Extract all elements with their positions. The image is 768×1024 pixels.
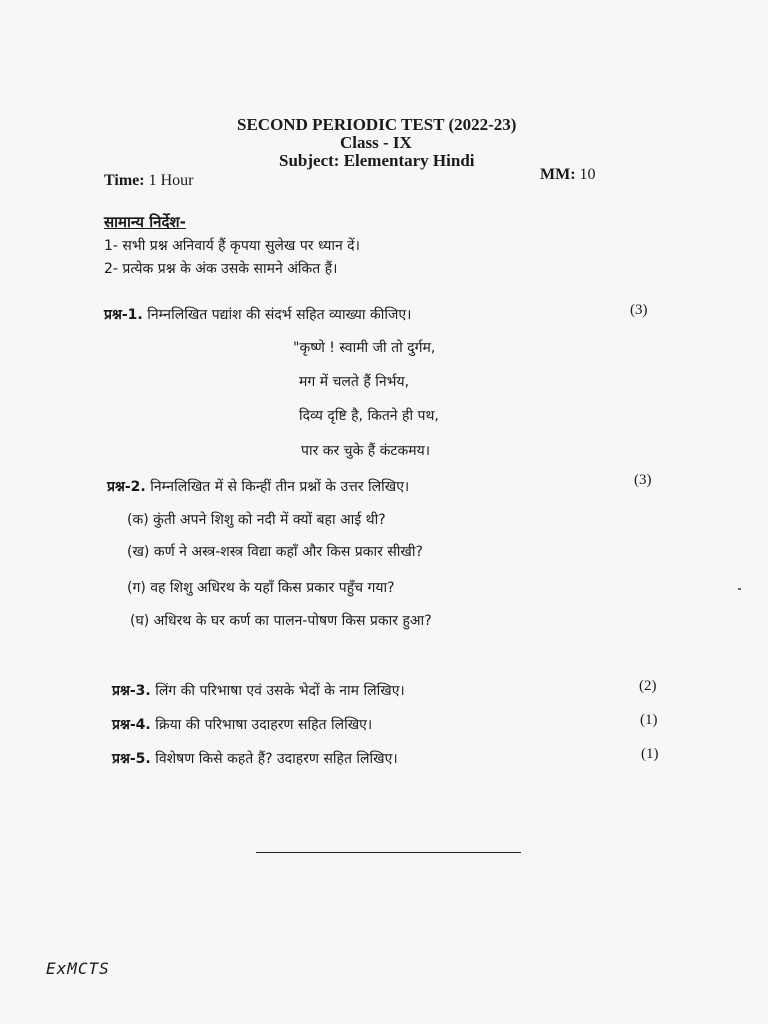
max-marks-row (540, 166, 596, 184)
question-3-marks: (2) (639, 678, 657, 694)
question-5-marks: (1) (641, 746, 659, 762)
question-4 (112, 715, 372, 734)
question-3-text: लिंग की परिभाषा एवं उसके भेदों के नाम लिखिए। (155, 683, 405, 699)
question-5-text: विशेषण किसे कहते हैं? उदाहरण सहित लिखिए। (155, 751, 398, 767)
question-3-label: प्रश्न-3. (112, 683, 151, 699)
question-2-item: (क) कुंती अपने शिशु को नदी में क्यों बहा आई थी? (127, 512, 386, 528)
question-4-text: क्रिया की परिभाषा उदाहरण सहित लिखिए। (155, 717, 373, 733)
poem-line: मग में चलते हैं निर्भय, (299, 374, 410, 390)
question-4-label: प्रश्न-4. (112, 717, 151, 733)
end-divider (256, 852, 521, 853)
time-value: 1 Hour (148, 172, 194, 189)
poem-line: दिव्य दृष्टि है, कितने ही पथ, (299, 408, 439, 424)
question-2-marks: (3) (634, 472, 652, 488)
question-5-label: प्रश्न-5. (112, 751, 151, 767)
question-2-item: (ख) कर्ण ने अस्त्र-शस्त्र विद्या कहाँ और किस प्रकार सीखी? (127, 544, 423, 560)
exam-title: SECOND PERIODIC TEST (2022-23) (237, 115, 517, 134)
question-2-item: (घ) अधिरथ के घर कर्ण का पालन-पोषण किस प्रकार हुआ? (130, 613, 432, 629)
question-5 (112, 749, 398, 768)
question-1 (104, 305, 411, 324)
question-1-text: निम्नलिखित पद्यांश की संदर्भ सहित व्याख्या कीजिए। (147, 307, 412, 323)
question-3 (112, 681, 405, 700)
instruction-line-1: 1- सभी प्रश्न अनिवार्य हैं कृपया सुलेख पर ध्यान दें। (104, 238, 360, 254)
question-4-marks: (1) (640, 712, 658, 728)
subject-label: Subject: Elementary Hindi (279, 151, 475, 170)
instruction-line-2: 2- प्रत्येक प्रश्न के अंक उसके सामने अंकित हैं। (104, 261, 338, 277)
mm-value: 10 (579, 166, 596, 183)
question-2-item: (ग) वह शिशु अधिरथ के यहाँ किस प्रकार पहुँच गया? (127, 580, 395, 596)
handwritten-note: ExMCTS (46, 959, 110, 978)
poem-line: पार कर चुके हैं कंटकमय। (301, 443, 431, 459)
time-label: Time: (104, 172, 145, 189)
poem-line: "कृष्णे ! स्वामी जी तो दुर्गम, (293, 340, 436, 356)
time-row (104, 172, 193, 190)
question-1-label: प्रश्न-1. (104, 307, 143, 323)
instructions-heading: सामान्य निर्देश- (104, 213, 186, 231)
class-label: Class - IX (340, 133, 412, 152)
question-1-marks: (3) (630, 302, 648, 318)
question-2-text: निम्नलिखित में से किन्हीं तीन प्रश्नों के उत्तर लिखिए। (150, 479, 410, 495)
mm-label: MM: (540, 166, 576, 183)
question-2 (107, 477, 409, 496)
question-2-label: प्रश्न-2. (107, 479, 146, 495)
scan-speck (738, 588, 741, 590)
